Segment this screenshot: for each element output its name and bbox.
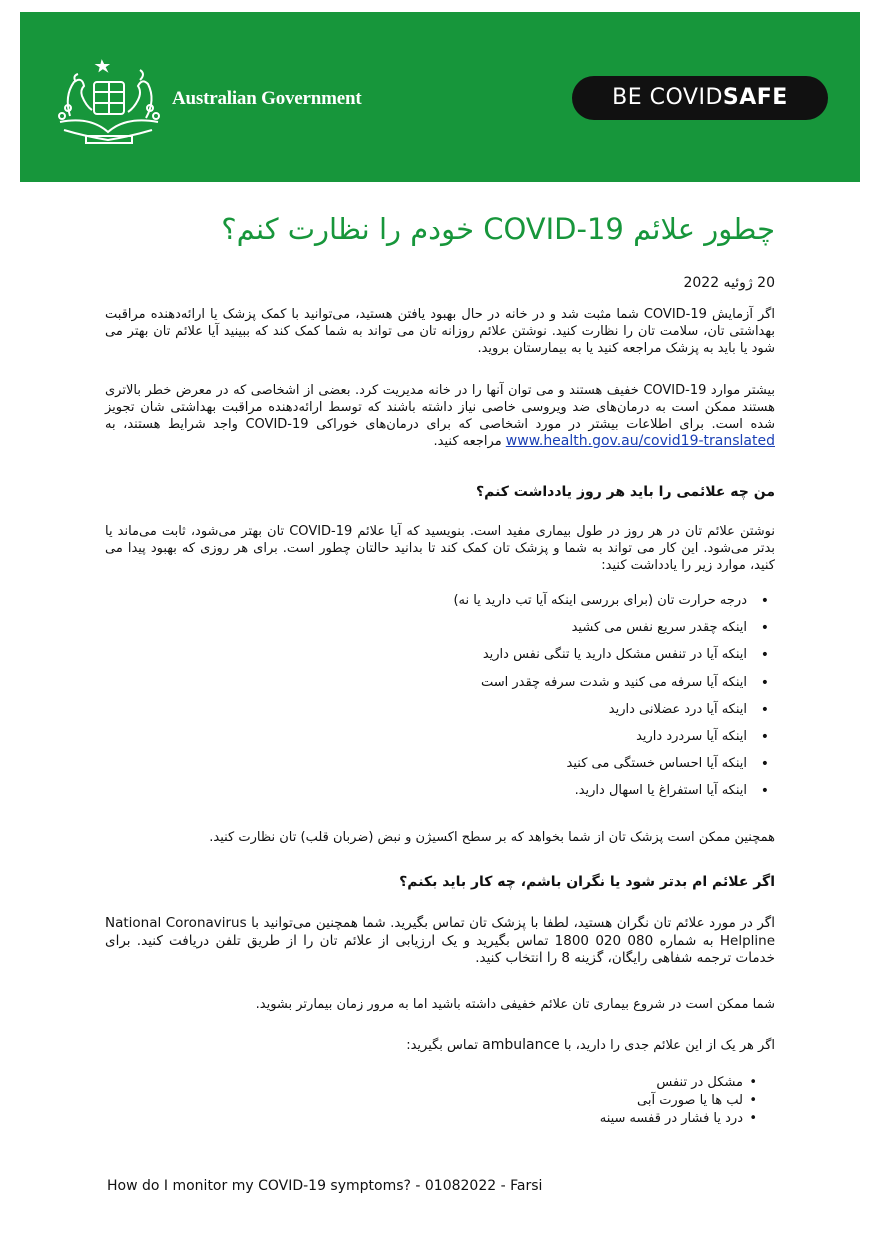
ambulance-word: ambulance bbox=[482, 1037, 560, 1053]
list-item: • اینکه آیا در تنفس مشکل دارید یا تنگی نفس دارید bbox=[135, 645, 775, 672]
list-item: • اینکه آیا سردرد دارید bbox=[135, 727, 775, 754]
list-item: • لب ها یا صورت آبی bbox=[135, 1092, 775, 1110]
list-item: • درجه حرارت تان (برای بررسی اینکه آیا تب دارید یا نه) bbox=[135, 591, 775, 618]
campaign-logo-part1: BE COVID bbox=[612, 85, 723, 110]
mild-cases-text: بیشتر موارد COVID-19 خفیف هستند و می توان آنها را در خانه مدیریت کرد. بعضی از اشخاصی که در معرض خطر بالاتری هستند ممکن است به درمان‌های ضد ویروسی خاصی نیاز داشته باشند که توسط ارائه‌دهنده مراقبت بهداشتی شان تجویز شده است. برای اطلاعات بیشتر در مورد اشخاصی که برای درمان‌های خوراکی COVID-19 واجد شرایط هستند، به bbox=[105, 383, 776, 432]
list-item: • اینکه آیا درد عضلانی دارید bbox=[135, 700, 775, 727]
ambulance-paragraph bbox=[105, 1037, 775, 1054]
mild-cases-paragraph bbox=[105, 382, 775, 450]
health-link[interactable]: www.health.gov.au/covid19-translated bbox=[505, 433, 775, 449]
campaign-logo bbox=[572, 76, 828, 120]
serious-symptoms-list bbox=[135, 1074, 775, 1128]
list-item: • درد یا فشار در قفسه سینه bbox=[135, 1110, 775, 1128]
page-footer: How do I monitor my COVID-19 symptoms? - 01082022 - Farsi bbox=[107, 1178, 543, 1194]
symptoms-list bbox=[135, 591, 775, 809]
page-title: چطور علائم COVID-19 خودم را نظارت کنم؟ bbox=[221, 212, 775, 246]
coat-of-arms-icon bbox=[50, 56, 168, 146]
section-heading-daily-symptoms: من چه علائمی را باید هر روز یادداشت کنم؟ bbox=[475, 484, 775, 500]
ambulance-prefix: اگر هر یک از این علائم جدی را دارید، با bbox=[559, 1038, 775, 1053]
list-item: • مشکل در تنفس bbox=[135, 1074, 775, 1092]
mild-cases-suffix: مراجعه کنید. bbox=[433, 434, 506, 449]
list-item: • اینکه آیا سرفه می کنید و شدت سرفه چقدر است bbox=[135, 673, 775, 700]
campaign-logo-part2: SAFE bbox=[722, 85, 788, 110]
oxygen-note: همچنین ممکن است پزشک تان از شما بخواهد که بر سطح اکسیژن و نبض (ضربان قلب) تان نظارت کنید. bbox=[209, 830, 775, 845]
list-item: • اینکه آیا استفراغ یا اسهال دارید. bbox=[135, 781, 775, 808]
ambulance-suffix: تماس بگیرید: bbox=[406, 1038, 483, 1053]
helpline-paragraph: اگر در مورد علائم تان نگران هستید، لطفا با پزشک تان تماس بگیرید. شما همچنین می‌توانید با National Coronavirus Helpline به شماره 080 020 1800 تماس بگیرید و یک ارزیابی از علائم تان را از طریق تلفن دریافت کنید. برای خدمات ترجمه شفاهی رایگان، گزینه 8 را انتخاب کنید. bbox=[105, 915, 775, 966]
section-heading-worse-symptoms: اگر علائم ام بدتر شود یا نگران باشم، چه کار باید بکنم؟ bbox=[399, 874, 775, 890]
worse-over-time-note: شما ممکن است در شروع بیماری تان علائم خفیفی داشته باشید اما به مرور زمان بیمارتر بشوید. bbox=[255, 997, 775, 1012]
list-item: • اینکه آیا احساس خستگی می کنید bbox=[135, 754, 775, 781]
list-item: • اینکه چقدر سریع نفس می کشید bbox=[135, 618, 775, 645]
government-name: Australian Government bbox=[172, 88, 362, 109]
publish-date: 20 ژوئیه 2022 bbox=[683, 275, 775, 291]
daily-symptoms-paragraph: نوشتن علائم تان در هر روز در طول بیماری مفید است. بنویسید که آیا علائم COVID-19 تان بهتر می‌شود، ثابت می‌ماند یا بدتر می‌شود. این کار می تواند به شما و پزشک تان کمک کند تا بدانید حالتان چطور است. برای هر روزی که بهبود پیدا می کنید، موارد زیر را یادداشت کنید: bbox=[105, 524, 775, 573]
header-banner bbox=[20, 12, 860, 182]
intro-paragraph: اگر آزمایش COVID-19 شما مثبت شد و در خانه در حال بهبود یافتن هستید، می‌توانید با کمک پزشک یا ارائه‌دهنده مراقبت بهداشتی تان، سلامت تان را نظارت کنید. نوشتن علائم روزانه تان می تواند به شما کمک کند که ببینید آیا علائم تان بهتر می شود یا باید به پزشک مراجعه کنید یا به بیمارستان بروید. bbox=[105, 307, 775, 356]
